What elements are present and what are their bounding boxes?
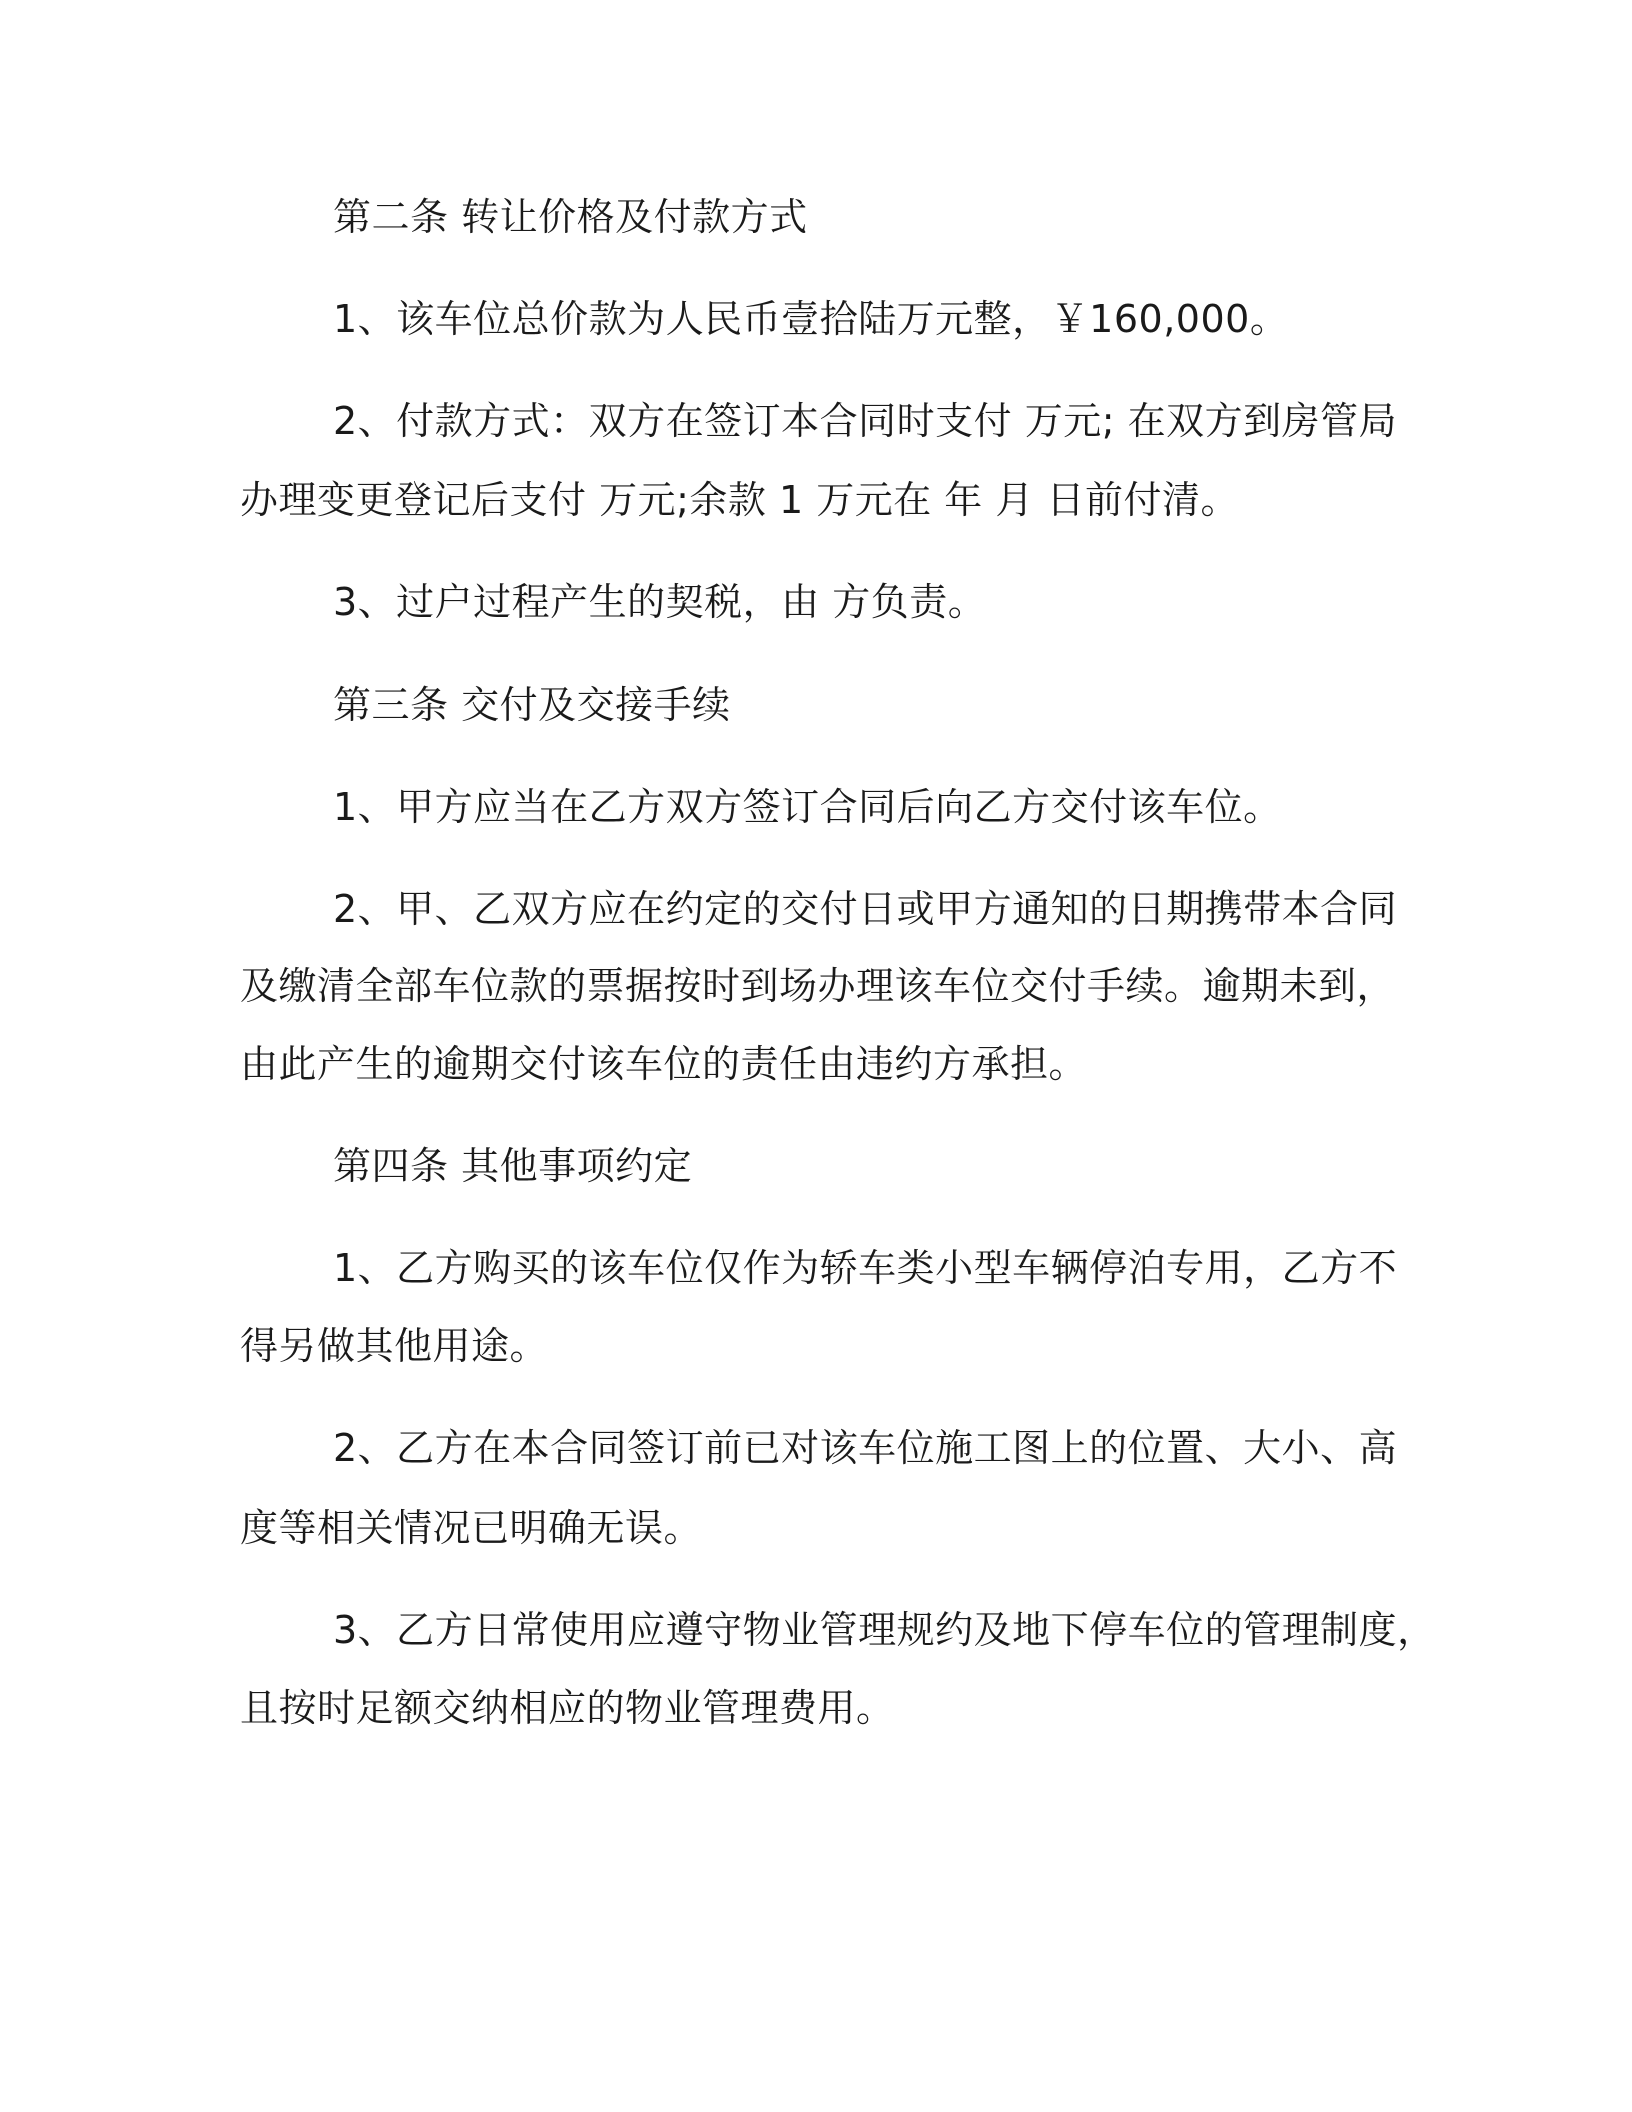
article2-item2-line1: 2、付款方式：双方在签订本合同时支付 万元; 在双方到房管局 (333, 399, 1398, 443)
article4-item1-line2: 得另做其他用途。 (240, 1324, 549, 1368)
article4-item2-line1: 2、乙方在本合同签订前已对该车位施工图上的位置、大小、高 (333, 1426, 1398, 1470)
article3-item2-line2: 及缴清全部车位款的票据按时到场办理该车位交付手续。逾期未到， (240, 964, 1396, 1008)
article2-item1: 1、该车位总价款为人民币壹拾陆万元整，￥160,000。 (333, 297, 1289, 341)
article4-item1-line1: 1、乙方购买的该车位仅作为轿车类小型车辆停泊专用，乙方不 (333, 1246, 1398, 1290)
article2-heading: 第二条 转让价格及付款方式 (333, 195, 808, 239)
article2-item2-line2: 办理变更登记后支付 万元;余款 1 万元在 年 月 日前付清。 (240, 478, 1239, 522)
article3-heading: 第三条 交付及交接手续 (333, 683, 731, 727)
article3-item1: 1、甲方应当在乙方双方签订合同后向乙方交付该车位。 (333, 785, 1282, 829)
article4-item2-line2: 度等相关情况已明确无误。 (240, 1506, 703, 1550)
article2-item3: 3、过户过程产生的契税，由 方负责。 (333, 580, 987, 624)
article4-item3-line2: 且按时足额交纳相应的物业管理费用。 (240, 1686, 895, 1730)
article3-item2-line3: 由此产生的逾期交付该车位的责任由违约方承担。 (240, 1042, 1088, 1086)
article4-item3-line1: 3、乙方日常使用应遵守物业管理规约及地下停车位的管理制度， (333, 1608, 1436, 1652)
article3-item2-line1: 2、甲、乙双方应在约定的交付日或甲方通知的日期携带本合同 (333, 887, 1398, 931)
article4-heading: 第四条 其他事项约定 (333, 1144, 693, 1188)
